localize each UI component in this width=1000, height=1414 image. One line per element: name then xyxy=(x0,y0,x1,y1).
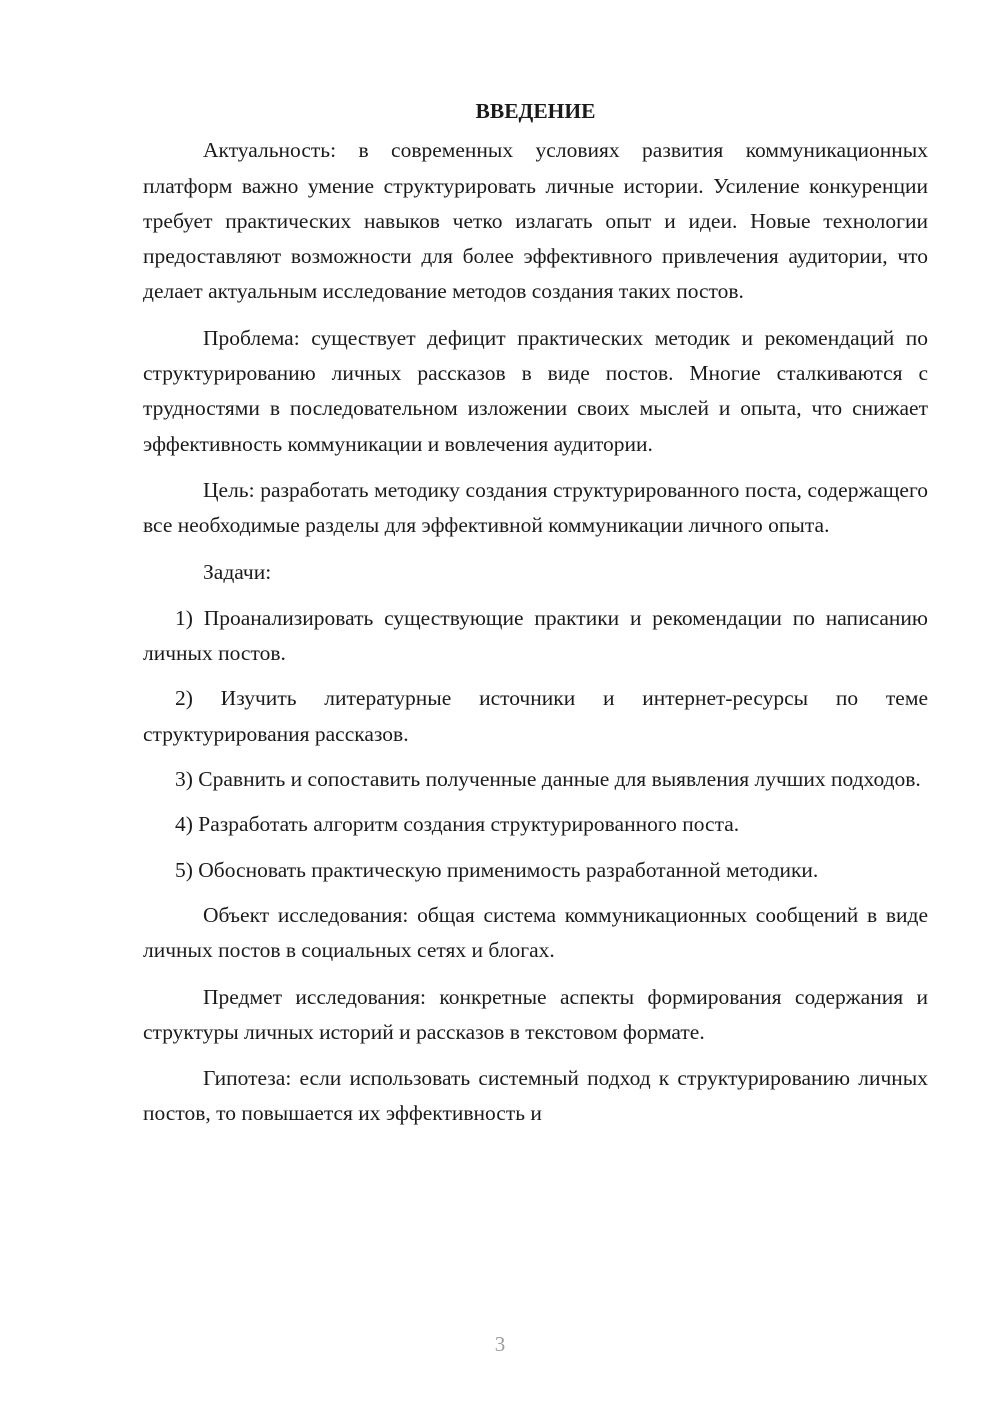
page-content xyxy=(143,94,928,1132)
task-item: 4) Разработать алгоритм создания структурированного поста. xyxy=(175,812,740,837)
task-item: 1) Проанализировать существующие практики и рекомендации по написанию личных постов. xyxy=(143,605,928,666)
task-item: 5) Обосновать практическую применимость разработанной методики. xyxy=(175,857,819,882)
page-number: 3 xyxy=(494,1332,506,1356)
problem-paragraph: Проблема: существует дефицит практических методик и рекомендаций по структурированию личных рассказов в виде постов. Многие сталкиваются с трудностями в последовательном изложении своих мыслей и опыта, что снижает эффективность коммуникации и вовлечения аудитории. xyxy=(143,325,928,456)
task-item: 2) Изучить литературные источники и интернет-ресурсы по теме структурирования рассказов. xyxy=(143,686,928,746)
tasks-label: Задачи: xyxy=(203,559,272,584)
subject-paragraph: Предмет исследования: конкретные аспекты формирования содержания и структуры личных историй и рассказов в текстовом формате. xyxy=(143,984,928,1044)
hypothesis-paragraph: Гипотеза: если использовать системный подход к структурированию личных постов, то повышается их эффективность и xyxy=(143,1066,928,1126)
object-paragraph: Объект исследования: общая система коммуникационных сообщений в виде личных постов в социальных сетях и блогах. xyxy=(143,902,928,963)
goal-paragraph: Цель: разработать методику создания структурированного поста, содержащего все необходимые разделы для эффективной коммуникации личного опыта. xyxy=(143,477,928,538)
task-item: 3) Сравнить и сопоставить полученные данные для выявления лучших подходов. xyxy=(175,767,921,792)
page-title: ВВЕДЕНИЕ xyxy=(475,99,596,123)
relevance-paragraph: Актуальность: в современных условиях развития коммуникационных платформ важно умение структурировать личные истории. Усиление конкуренции требует практических навыков четко излагать опыт и идеи. Новые технологии предоставляют возможности для более эффективного привлечения аудитории, что делает актуальным исследование методов создания таких постов. xyxy=(143,138,928,304)
